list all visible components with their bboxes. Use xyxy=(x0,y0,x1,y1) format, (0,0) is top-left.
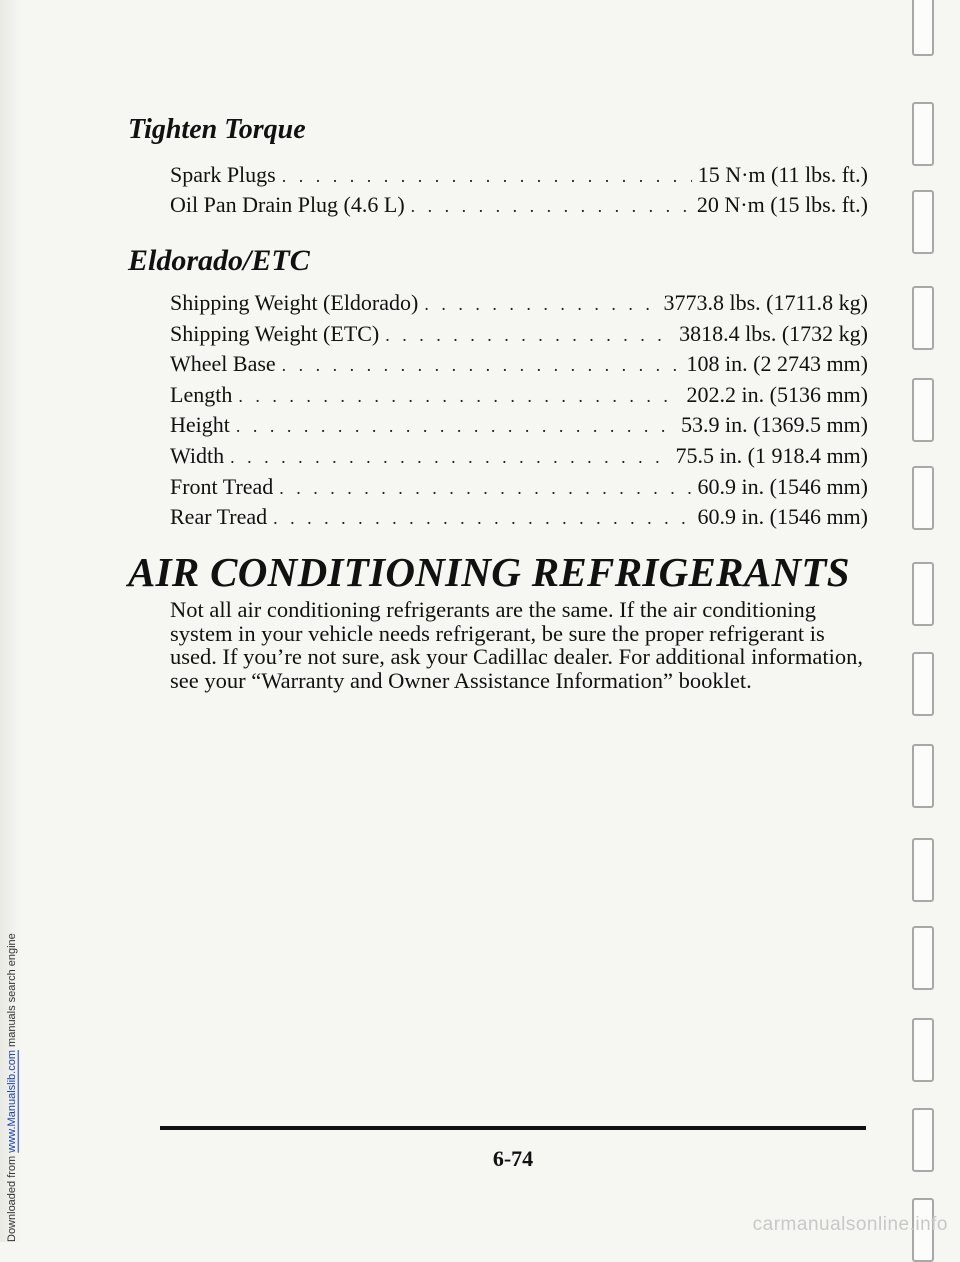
spec-value: 3773.8 lbs. (1711.8 kg) xyxy=(663,290,868,315)
dot-leader xyxy=(411,196,691,217)
spec-value: 60.9 in. (1546 mm) xyxy=(697,504,868,530)
page-number: 6-74 xyxy=(492,1146,534,1171)
chapter-tab-strip xyxy=(912,0,948,1242)
ac-refrigerants-paragraph: Not all air conditioning refrigerants are the same. If the air conditioning system in your vehicle needs refrigerant, be sure the proper refrigerant is used. If you’re not sure, ask your Cadillac dealer. For additional information, see your “Warranty and Owner Assistance Information” booklet. xyxy=(170,597,863,693)
ac-refrigerants-heading: AIR CONDITIONING REFRIGERANTS xyxy=(128,549,850,595)
tighten-torque-heading: Tighten Torque xyxy=(128,114,306,145)
spec-label: Oil Pan Drain Plug (4.6 L) xyxy=(170,192,405,217)
chapter-tab[interactable] xyxy=(912,0,934,56)
eldorado-spec-list xyxy=(170,290,868,535)
chapter-tab[interactable] xyxy=(912,286,934,350)
dot-leader xyxy=(273,508,691,529)
spec-label: Spark Plugs xyxy=(170,162,276,187)
chapter-tab[interactable] xyxy=(912,744,934,808)
chapter-tab[interactable] xyxy=(912,838,934,902)
spec-label: Shipping Weight (ETC) xyxy=(170,320,380,346)
dot-leader xyxy=(279,478,691,499)
dot-leader xyxy=(282,166,692,187)
chapter-tab[interactable] xyxy=(912,562,934,626)
spec-label: Shipping Weight (Eldorado) xyxy=(170,290,419,315)
footer-rule xyxy=(160,1126,866,1130)
spec-label: Wheel Base xyxy=(170,351,276,377)
spec-row xyxy=(170,162,868,192)
chapter-tab[interactable] xyxy=(912,926,934,990)
chapter-tab[interactable] xyxy=(912,652,934,716)
dot-leader xyxy=(236,416,675,437)
spec-row xyxy=(170,321,868,352)
spec-value: 60.9 in. (1546 mm) xyxy=(697,473,868,499)
chapter-tab[interactable] xyxy=(912,466,934,530)
spec-label: Rear Tread xyxy=(170,504,268,530)
chapter-tab[interactable] xyxy=(912,1018,934,1082)
chapter-tab[interactable] xyxy=(912,102,934,166)
spec-value: 53.9 in. (1369.5 mm) xyxy=(681,412,868,438)
spec-value: 75.5 in. (1 918.4 mm) xyxy=(675,442,868,468)
spec-row xyxy=(170,504,868,535)
chapter-tab[interactable] xyxy=(912,1108,934,1172)
chapter-tab[interactable] xyxy=(912,190,934,254)
spec-value: 20 N·m (15 lbs. ft.) xyxy=(696,192,868,217)
spec-row xyxy=(170,412,868,443)
spec-label: Front Tread xyxy=(170,473,274,499)
dot-leader xyxy=(282,355,681,376)
spec-label: Height xyxy=(170,412,230,438)
spec-value: 15 N·m (11 lbs. ft.) xyxy=(697,162,868,187)
spec-row xyxy=(170,443,868,474)
eldorado-etc-heading: Eldorado/ETC xyxy=(128,244,310,277)
spec-value: 202.2 in. (5136 mm) xyxy=(686,381,868,407)
spec-value: 108 in. (2 2743 mm) xyxy=(686,351,868,377)
dot-leader xyxy=(230,447,669,468)
watermark-suffix: manuals search engine xyxy=(6,933,18,1051)
footer-brand-watermark: carmanualsonline.info xyxy=(752,1214,948,1235)
dot-leader xyxy=(424,294,657,315)
dot-leader xyxy=(385,325,673,346)
chapter-tab[interactable] xyxy=(912,378,934,442)
spec-row xyxy=(170,290,868,321)
spec-value: 3818.4 lbs. (1732 kg) xyxy=(679,320,868,346)
spec-row xyxy=(170,474,868,505)
spec-label: Width xyxy=(170,442,225,468)
spec-label: Length xyxy=(170,381,233,407)
spec-row xyxy=(170,382,868,413)
spec-row xyxy=(170,351,868,382)
manualslib-link[interactable]: www.Manualslib.com xyxy=(6,1050,18,1153)
watermark-prefix: Downloaded from xyxy=(6,1152,18,1242)
dot-leader xyxy=(238,386,680,407)
spec-row xyxy=(170,192,868,222)
torque-spec-list xyxy=(170,162,868,222)
